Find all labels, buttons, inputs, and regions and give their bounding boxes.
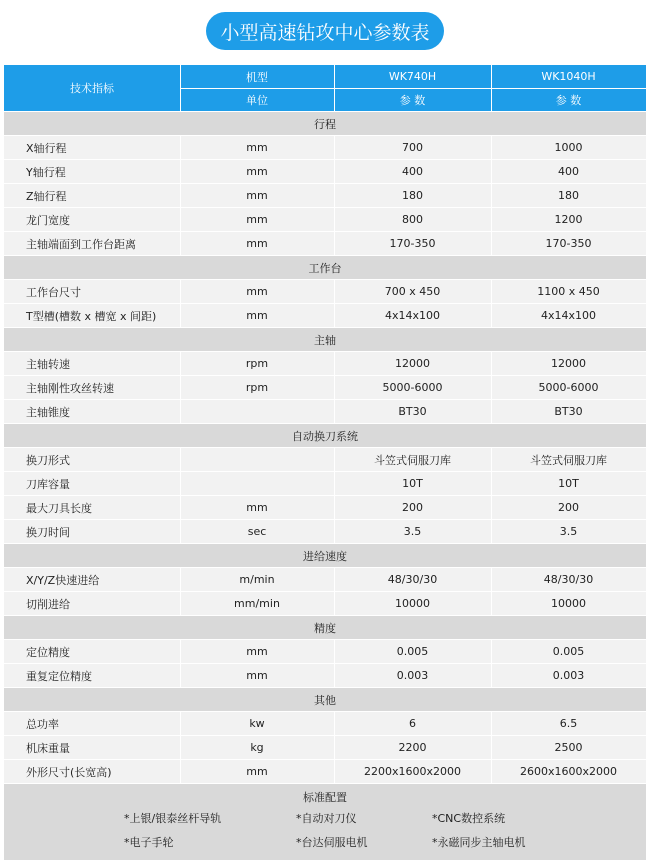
- column-divider: [180, 184, 181, 207]
- header-divider: [180, 88, 646, 89]
- table-row: [4, 399, 646, 423]
- table-body: [4, 111, 646, 783]
- column-divider: [334, 568, 335, 591]
- row-unit: [180, 400, 334, 423]
- feature-item: *上银/银泰丝杆导轨: [124, 812, 222, 825]
- row-value-model-b: 5000-6000: [538, 381, 599, 394]
- row-value-model-a: 5000-6000: [382, 381, 443, 394]
- column-divider: [491, 736, 492, 759]
- row-value-model-a: 0.003: [396, 669, 429, 682]
- section-header: 行程: [4, 111, 646, 135]
- row-value-model-a: 3.5: [403, 525, 422, 538]
- model-b-name: WK1040H: [541, 70, 596, 83]
- row-unit: rpm: [245, 381, 269, 394]
- section-header: 其他: [4, 687, 646, 711]
- column-divider: [491, 304, 492, 327]
- row-label: 龙门宽度: [26, 213, 70, 227]
- table-row: [4, 495, 646, 519]
- column-divider: [180, 568, 181, 591]
- row-value-model-a: 6: [409, 717, 416, 730]
- column-divider: [334, 280, 335, 303]
- column-divider: [334, 232, 335, 255]
- column-divider: [491, 472, 492, 495]
- column-divider: [491, 352, 492, 375]
- row-value-model-b: 10000: [551, 597, 586, 610]
- row-label: 换刀形式: [26, 453, 70, 467]
- row-value-model-b: 12000: [551, 357, 586, 370]
- column-divider: [180, 640, 181, 663]
- table-row: [4, 519, 646, 543]
- table-row: [4, 375, 646, 399]
- row-value-model-a: 48/30/30: [387, 573, 438, 586]
- table-row: [4, 567, 646, 591]
- table-row: [4, 279, 646, 303]
- spec-label: 技术指标: [70, 82, 114, 95]
- column-divider: [180, 304, 181, 327]
- row-unit: mm: [246, 669, 268, 682]
- row-label: 总功率: [26, 717, 59, 731]
- row-value-model-b: 1100 x 450: [537, 285, 600, 298]
- table-row: [4, 231, 646, 255]
- row-unit: mm/min: [234, 597, 280, 610]
- column-divider: [180, 400, 181, 423]
- row-value-model-b: 1000: [554, 141, 583, 154]
- column-divider: [491, 232, 492, 255]
- spec-table: [4, 65, 646, 860]
- column-divider: [334, 760, 335, 783]
- column-divider: [180, 592, 181, 615]
- row-unit: kw: [249, 717, 265, 730]
- row-unit: mm: [246, 285, 268, 298]
- table-row: [4, 735, 646, 759]
- column-divider: [491, 448, 492, 471]
- column-divider: [491, 184, 492, 207]
- column-divider: [180, 520, 181, 543]
- column-divider: [180, 160, 181, 183]
- row-label: 主轴刚性攻丝转速: [26, 381, 114, 395]
- row-value-model-b: 1200: [554, 213, 583, 226]
- column-divider: [491, 568, 492, 591]
- row-value-model-a: BT30: [398, 405, 427, 418]
- column-divider: [334, 184, 335, 207]
- row-label: 主轴端面到工作台距离: [26, 237, 136, 251]
- column-divider: [180, 664, 181, 687]
- column-divider: [491, 160, 492, 183]
- row-unit: mm: [246, 165, 268, 178]
- column-divider: [180, 280, 181, 303]
- column-divider: [334, 376, 335, 399]
- row-unit: mm: [246, 501, 268, 514]
- column-divider: [180, 472, 181, 495]
- section-header: 精度: [4, 615, 646, 639]
- row-unit: [180, 448, 334, 471]
- model-b-param-label: 参 数: [555, 93, 582, 107]
- column-divider: [334, 496, 335, 519]
- row-value-model-a: 170-350: [389, 237, 436, 250]
- row-label: 机床重量: [26, 741, 70, 755]
- column-divider: [491, 376, 492, 399]
- column-divider: [491, 592, 492, 615]
- row-unit: mm: [246, 141, 268, 154]
- column-divider: [334, 736, 335, 759]
- column-divider: [334, 208, 335, 231]
- row-value-model-a: 200: [402, 501, 423, 514]
- column-divider: [180, 448, 181, 471]
- column-divider: [491, 664, 492, 687]
- row-unit: sec: [247, 525, 267, 538]
- row-value-model-b: 3.5: [559, 525, 578, 538]
- feature-item: *电子手轮: [124, 836, 174, 849]
- model-a-name: WK740H: [388, 70, 437, 83]
- column-divider: [180, 208, 181, 231]
- standard-config: [4, 783, 646, 860]
- row-value-model-a: 2200: [398, 741, 427, 754]
- row-value-model-a: 800: [402, 213, 423, 226]
- row-value-model-b: 10T: [558, 477, 579, 490]
- row-unit: [180, 472, 334, 495]
- table-row: [4, 471, 646, 495]
- column-divider: [180, 712, 181, 735]
- table-row: [4, 759, 646, 783]
- table-row: [4, 591, 646, 615]
- row-label: X轴行程: [26, 141, 67, 155]
- row-value-model-a: 700: [402, 141, 423, 154]
- row-value-model-a: 斗笠式伺服刀库: [374, 453, 451, 467]
- row-unit: mm: [246, 189, 268, 202]
- row-value-model-b: 斗笠式伺服刀库: [530, 453, 607, 467]
- row-label: 重复定位精度: [26, 669, 92, 683]
- feature-item: *台达伺服电机: [296, 836, 368, 849]
- row-value-model-b: 0.003: [552, 669, 585, 682]
- row-value-model-a: 0.005: [396, 645, 429, 658]
- row-value-model-a: 400: [402, 165, 423, 178]
- row-unit: rpm: [245, 357, 269, 370]
- table-row: [4, 183, 646, 207]
- column-divider: [180, 736, 181, 759]
- column-divider: [334, 640, 335, 663]
- row-label: 切削进给: [26, 597, 70, 611]
- row-value-model-b: 6.5: [559, 717, 578, 730]
- feature-item: *永磁同步主轴电机: [432, 836, 526, 849]
- column-divider: [180, 376, 181, 399]
- table-row: [4, 639, 646, 663]
- column-divider: [334, 472, 335, 495]
- standard-config-title: 标准配置: [303, 791, 347, 804]
- row-value-model-a: 4x14x100: [384, 309, 440, 322]
- row-label: 换刀时间: [26, 525, 70, 539]
- feature-item: *CNC数控系统: [432, 812, 506, 825]
- column-divider: [334, 712, 335, 735]
- row-label: 主轴锥度: [26, 405, 70, 419]
- table-header: [4, 65, 646, 111]
- row-value-model-b: 400: [558, 165, 579, 178]
- row-value-model-b: 2600x1600x2000: [519, 765, 617, 778]
- column-divider: [334, 160, 335, 183]
- row-unit: mm: [246, 213, 268, 226]
- column-divider: [180, 136, 181, 159]
- section-header: 自动换刀系统: [4, 423, 646, 447]
- column-divider: [334, 136, 335, 159]
- column-divider: [491, 760, 492, 783]
- column-divider: [334, 664, 335, 687]
- row-unit: m/min: [239, 573, 275, 586]
- section-header: 主轴: [4, 327, 646, 351]
- row-label: X/Y/Z快速进给: [26, 573, 100, 587]
- row-label: 工作台尺寸: [26, 285, 81, 299]
- row-label: Y轴行程: [26, 165, 66, 179]
- feature-item: *自动对刀仪: [296, 812, 357, 825]
- row-value-model-b: 2500: [554, 741, 583, 754]
- row-value-model-b: 200: [558, 501, 579, 514]
- row-value-model-a: 10T: [402, 477, 423, 490]
- row-unit: mm: [246, 645, 268, 658]
- section-header: 工作台: [4, 255, 646, 279]
- row-label: 主轴转速: [26, 357, 70, 371]
- table-row: [4, 303, 646, 327]
- column-divider: [491, 640, 492, 663]
- model-label: 机型: [246, 70, 268, 84]
- row-value-model-a: 180: [402, 189, 423, 202]
- table-row: [4, 711, 646, 735]
- row-value-model-a: 700 x 450: [384, 285, 441, 298]
- row-value-model-b: 180: [558, 189, 579, 202]
- model-a-param-label: 参 数: [399, 93, 426, 107]
- row-value-model-b: 48/30/30: [543, 573, 594, 586]
- row-unit: mm: [246, 309, 268, 322]
- column-divider: [334, 400, 335, 423]
- row-value-model-a: 10000: [395, 597, 430, 610]
- column-divider: [334, 592, 335, 615]
- row-value-model-b: 170-350: [545, 237, 592, 250]
- column-divider: [491, 136, 492, 159]
- section-header: 进给速度: [4, 543, 646, 567]
- row-unit: mm: [246, 237, 268, 250]
- row-unit: mm: [246, 765, 268, 778]
- column-divider: [334, 520, 335, 543]
- table-row: [4, 663, 646, 687]
- row-value-model-a: 2200x1600x2000: [363, 765, 461, 778]
- unit-label: 单位: [246, 93, 268, 107]
- table-row: [4, 135, 646, 159]
- row-label: 刀库容量: [26, 477, 70, 491]
- column-divider: [334, 352, 335, 375]
- column-divider: [491, 400, 492, 423]
- row-unit: kg: [250, 741, 264, 754]
- row-label: Z轴行程: [26, 189, 67, 203]
- table-row: [4, 447, 646, 471]
- column-divider: [491, 496, 492, 519]
- column-divider: [180, 760, 181, 783]
- row-value-model-b: BT30: [554, 405, 583, 418]
- column-divider: [334, 448, 335, 471]
- row-label: 外形尺寸(长宽高): [26, 765, 112, 779]
- row-value-model-b: 0.005: [552, 645, 585, 658]
- column-divider: [334, 304, 335, 327]
- page-title: 小型高速钻攻中心参数表: [206, 12, 444, 50]
- column-divider: [180, 352, 181, 375]
- column-divider: [491, 280, 492, 303]
- row-label: T型槽(槽数 x 槽宽 x 间距): [26, 309, 157, 323]
- column-divider: [491, 208, 492, 231]
- row-value-model-a: 12000: [395, 357, 430, 370]
- column-divider: [180, 496, 181, 519]
- column-divider: [180, 232, 181, 255]
- table-row: [4, 351, 646, 375]
- column-divider: [491, 520, 492, 543]
- table-row: [4, 159, 646, 183]
- table-row: [4, 207, 646, 231]
- column-divider: [491, 712, 492, 735]
- row-label: 最大刀具长度: [26, 501, 92, 515]
- row-label: 定位精度: [26, 645, 70, 659]
- row-value-model-b: 4x14x100: [540, 309, 596, 322]
